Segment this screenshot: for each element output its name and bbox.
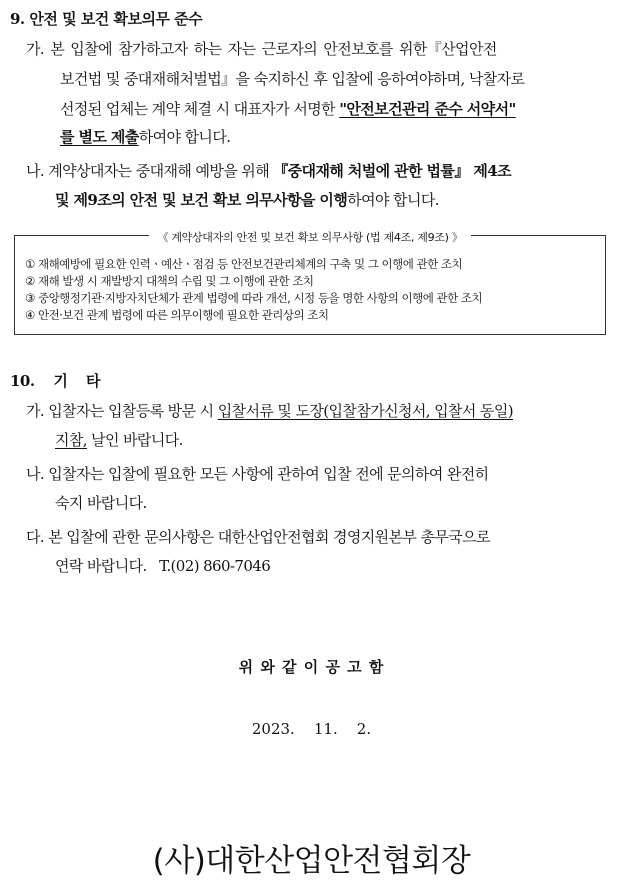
section-9-item-ga-line3: [60, 98, 516, 119]
obligation-item: ② 재해 발생 시 재발방지 대책의 수립 및 그 이행에 관한 조치: [25, 274, 314, 288]
section-10-item-ga-line1: [26, 400, 513, 421]
section-9-item-na-line2-text: 하여야 합니다.: [347, 191, 439, 209]
obligations-box-title-wrap: [15, 226, 605, 245]
section-9-item-na-line2: [55, 189, 439, 210]
section-10-item-ga-line2-text: 날인 바랍니다.: [86, 431, 183, 449]
obligation-item: ④ 안전·보건 관계 법령에 따른 의무이행에 필요한 관리상의 조치: [25, 308, 329, 322]
section-10-item-da-line2: 연락 바랍니다. T.(02) 860-7046: [55, 557, 271, 575]
section-9-item-ga-line3-text: 선정된 업체는 계약 체결 시 대표자가 서명한: [60, 100, 340, 118]
section-10-item-na-line2: 숙지 바랍니다.: [55, 494, 147, 512]
issuer-name: (사)대한산업안전협회장: [152, 843, 471, 879]
section-9-item-ga-line1: 가. 본 입찰에 참가하고자 하는 자는 근로자의 안전보호를 위한『산업안전: [26, 40, 497, 58]
section-10-item-na-line1: 나. 입찰자는 입찰에 필요한 모든 사항에 관하여 입찰 전에 문의하여 완전히: [26, 465, 489, 483]
section-10-item-ga-line1-text: 가. 입찰자는 입찰등록 방문 시: [26, 402, 218, 420]
section-10-item-da-line1: 다. 본 입찰에 관한 문의사항은 대한산업안전협회 경영지원본부 총무국으로: [26, 528, 490, 546]
section-9-title: 9. 안전 및 보건 확보의무 준수: [10, 10, 203, 28]
announcement-date: 2023. 11. 2.: [251, 720, 372, 738]
obligation-emphasis: 및 제9조의 안전 및 보건 확보 의무사항을 이행: [55, 191, 348, 209]
section-9-item-ga-line4: [60, 126, 230, 147]
obligation-item: ① 재해예방에 필요한 인력ㆍ예산ㆍ점검 등 안전보건관리체계의 구축 및 그 이행에 관한 조치: [25, 257, 463, 271]
section-10-title: 10. 기 타: [10, 372, 101, 390]
obligations-box: [14, 231, 606, 335]
section-9-item-na-line1: [26, 160, 511, 181]
obligations-box-title: 《 계약상대자의 안전 및 보건 확보 의무사항 (법 제4조, 제9조) 》: [149, 231, 470, 244]
required-documents-emphasis: 입찰서류 및 도장(입찰참가신청서, 입찰서 동일): [217, 402, 513, 420]
serious-accident-law-reference: 『중대재해 처벌에 관한 법률』 제4조: [273, 162, 511, 180]
announcement-statement: 위 와 같 이 공 고 함: [238, 658, 385, 676]
bring-emphasis: 지참,: [55, 431, 87, 449]
pledge-document-name: "안전보건관리 준수 서약서": [339, 100, 516, 118]
section-9-item-ga-line2: 보건법 및 중대재해처벌법』을 숙지하신 후 입찰에 응하여야하며, 낙찰자로: [60, 70, 525, 88]
section-9-item-ga-line4-text: 하여야 합니다.: [138, 128, 231, 146]
separate-submission-emphasis: 를 별도 제출: [60, 128, 139, 146]
section-9-item-na-line1-text: 나. 계약상대자는 중대재해 예방을 위해: [26, 162, 274, 180]
section-10-item-ga-line2: [55, 429, 183, 450]
obligation-item: ③ 중앙행정기관·지방자치단체가 관계 법령에 따라 개선, 시정 등을 명한 사항의 이행에 관한 조치: [25, 291, 483, 305]
